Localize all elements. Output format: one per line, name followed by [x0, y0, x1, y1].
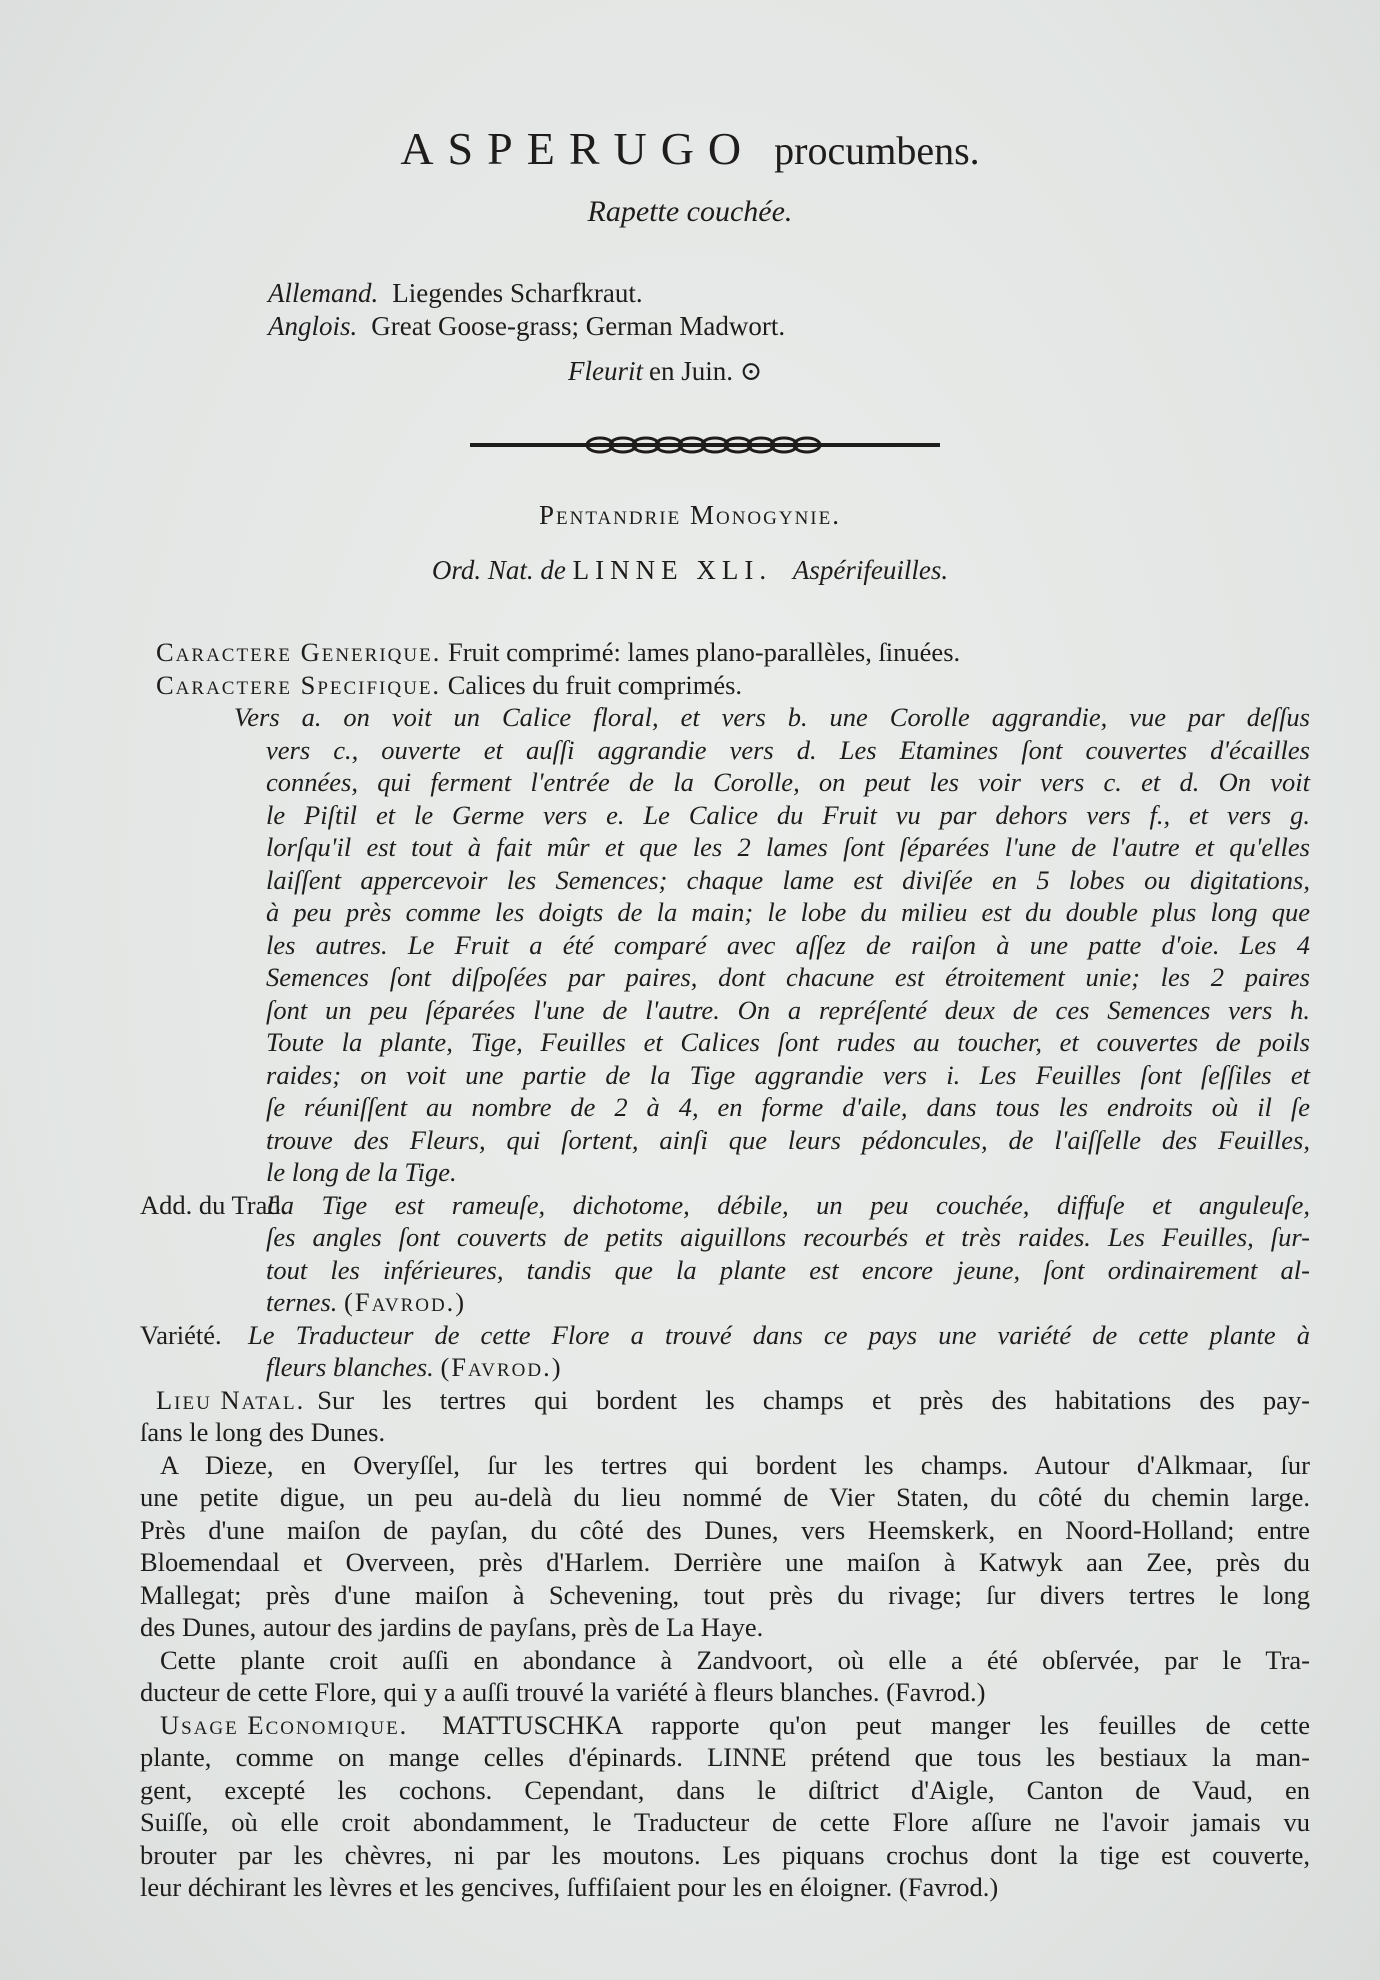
- usage-line: brouter par les chèvres, ni par les moutons. Les piquans crochus dont la tige est couverte,: [140, 1839, 1310, 1870]
- description-line: trouve des Fleurs, qui ſortent, ainſi que leurs pédoncules, de l'aiſſelle des Feuilles,: [266, 1124, 1310, 1155]
- usage-line: MATTUSCHKA rapporte qu'on peut manger les feuilles de cette: [442, 1709, 1310, 1740]
- habitat-line: Bloemendaal et Overveen, près d'Harlem. Derrière une maiſon à Katwyk aan Zee, près du: [140, 1547, 1310, 1577]
- habitat-line: Près d'une maiſon de payſan, du côté des Dunes, vers Heemskerk, en Noord-Holland; entre: [140, 1514, 1310, 1545]
- additions-line: La Tige est rameuſe, dichotome, débile, un peu couchée, diffuſe et anguleuſe,: [266, 1189, 1310, 1220]
- species-name: procumbens.: [774, 128, 980, 173]
- specific-label: Caractere Specifique.: [156, 669, 442, 700]
- usage-line: plante, comme on mange celles d'épinards. LINNE prétend que tous les bestiaux la man-: [140, 1742, 1310, 1772]
- description-line: Semences ſont diſpoſées par paires, dont chacune est étroitement unie; les 2 paires: [266, 962, 1310, 992]
- vernacular-english: [268, 309, 785, 343]
- variety-line: Le Traducteur de cette Flore a trouvé dans ce pays une variété de cette plante à: [248, 1319, 1310, 1350]
- order-family: Aspérifeuilles.: [792, 555, 949, 585]
- genus-name: ASPERUGO: [400, 123, 756, 174]
- habitat-line: Mallegat; près d'une maiſon à Schevening, tout près du rivage; ſur divers tertres le long: [140, 1579, 1310, 1610]
- description-line: ſont un peu ſéparées l'une de l'autre. On a repréſenté deux de ces Semences vers h.: [266, 994, 1310, 1025]
- habitat-line: Cette plante croit auſſi en abondance à Zandvoort, où elle a été obſervée, par le Tra-: [160, 1644, 1310, 1675]
- description-line: connées, qui ferment l'entrée de la Corolle, on peut les voir vers c. et d. On voit: [266, 767, 1310, 797]
- variety-last-line: [140, 1351, 1310, 1384]
- habitat-line: une petite digue, un peu au-delà du lieu nommé de Vier Staten, du côté du chemin large.: [140, 1482, 1310, 1512]
- vernacular-lang: Allemand.: [268, 278, 379, 308]
- vernacular-name: Great Goose-grass; German Madwort.: [371, 311, 786, 341]
- variety-first-line: [140, 1319, 1310, 1352]
- habitat-line: Sur les tertres qui bordent les champs et près des habitations des pay-: [317, 1384, 1310, 1415]
- description-line: raides; on voit une partie de la Tige aggrandie vers i. Les Feuilles ſont ſeſſiles et: [266, 1059, 1310, 1090]
- specific-character: [140, 669, 1310, 702]
- translator-additions: [140, 1189, 1310, 1319]
- species-title: [0, 122, 1380, 175]
- flowering-label: Fleurit: [568, 356, 643, 386]
- variety-label: Variété.: [140, 1319, 222, 1350]
- vernacular-german: [268, 276, 643, 310]
- flowering-text: en Juin. ⊙: [649, 356, 763, 386]
- native-habitat-section: [140, 1384, 1310, 1709]
- additions-credit: (Favrod.): [344, 1287, 467, 1317]
- description-line: Toute la plante, Tige, Feuilles et Calices ſont rudes au toucher, et couvertes de poils: [266, 1027, 1310, 1057]
- characters-section: [140, 636, 1310, 1904]
- habitat-line: des Dunes, autour des jardins de payſans, près de La Haye.: [140, 1612, 764, 1642]
- economic-use-section: [140, 1709, 1310, 1904]
- generic-text: Fruit comprimé: lames plano-parallèles, ſinuées.: [447, 637, 961, 667]
- habitat-line: ducteur de cette Flore, qui y a auſſi trouvé la variété à fleurs blanches. (Favrod.): [140, 1677, 986, 1707]
- description-line: le long de la Tige.: [266, 1157, 457, 1187]
- specific-text: Calices du fruit comprimés.: [447, 669, 743, 700]
- variety-section: [140, 1319, 1310, 1384]
- description-line: les autres. Le Fruit a été comparé avec aſſez de raiſon à une patte d'oie. Les 4: [266, 929, 1310, 960]
- french-name: Rapette couchée.: [587, 195, 793, 228]
- usage-line: gent, excepté les cochons. Cependant, dans le diſtrict d'Aigle, Canton de Vaud, en: [140, 1774, 1310, 1805]
- habitat-line: A Dieze, en Overyſſel, ſur les tertres qui bordent les champs. Autour d'Alkmaar, ſur: [160, 1449, 1310, 1480]
- ornament-divider-icon: [470, 430, 940, 460]
- usage-first-line: [140, 1709, 1310, 1742]
- order-author: LINNE XLI.: [572, 555, 773, 585]
- generic-label: Caractere Generique.: [156, 637, 442, 667]
- plate-description: [140, 701, 1310, 1189]
- additions-label: Add. du Trad.: [140, 1189, 288, 1220]
- additions-line: ternes.: [266, 1287, 338, 1317]
- order-prefix: Ord. Nat. de: [431, 555, 566, 585]
- additions-last-line: [140, 1286, 1310, 1319]
- habitat-label: Lieu Natal.: [156, 1384, 306, 1415]
- natural-order: [0, 555, 1380, 586]
- habitat-line: ſans le long des Dunes.: [140, 1417, 386, 1447]
- linnaean-class: Pentandrie Monogynie.: [539, 500, 841, 530]
- description-line: ſe réuniſſent au nombre de 2 à 4, en forme d'aile, dans tous les endroits où il ſe: [266, 1092, 1310, 1122]
- variety-credit: (Favrod.): [440, 1352, 563, 1382]
- vernacular-name: Liegendes Scharfkraut.: [392, 278, 643, 308]
- variety-line: fleurs blanches.: [266, 1352, 434, 1382]
- additions-line: tout les inférieures, tandis que la plante est encore jeune, ſont ordinairement al-: [266, 1254, 1310, 1285]
- usage-line: Suiſſe, où elle croit abondamment, le Traducteur de cette Flore aſſure ne l'avoir jamais vu: [140, 1807, 1310, 1837]
- generic-character: [140, 636, 1310, 669]
- description-line: à peu près comme les doigts de la main; le lobe du milieu est du double plus long que: [266, 897, 1310, 927]
- description-line: le Piſtil et le Germe vers e. Le Calice du Fruit vu par dehors vers f., et vers g.: [266, 799, 1310, 830]
- usage-line: leur déchirant les lèvres et les gencives, ſuffiſaient pour les en éloigner. (Favrod.): [140, 1872, 999, 1902]
- habitat-first-line: [140, 1384, 1310, 1417]
- flowering-time: [568, 356, 762, 387]
- vernacular-lang: Anglois.: [268, 311, 358, 341]
- description-line: vers c., ouverte et auſſi aggrandie vers d. Les Etamines ſont couvertes d'écailles: [266, 734, 1310, 765]
- description-line: laiſſent appercevoir les Semences; chaque lame est diviſée en 5 lobes ou digitations,: [266, 864, 1310, 895]
- additions-first-line: [140, 1189, 1310, 1222]
- description-line: lorſqu'il est tout à fait mûr et que les 2 lames ſont ſéparées l'une de l'autre et qu'elles: [266, 832, 1310, 862]
- usage-label: Usage Economique.: [160, 1709, 409, 1740]
- additions-line: ſes angles ſont couverts de petits aiguillons recourbés et très raides. Les Feuilles, ſur-: [266, 1222, 1310, 1252]
- description-line: Vers a. on voit un Calice floral, et vers b. une Corolle aggrandie, vue par deſſus: [234, 702, 1310, 732]
